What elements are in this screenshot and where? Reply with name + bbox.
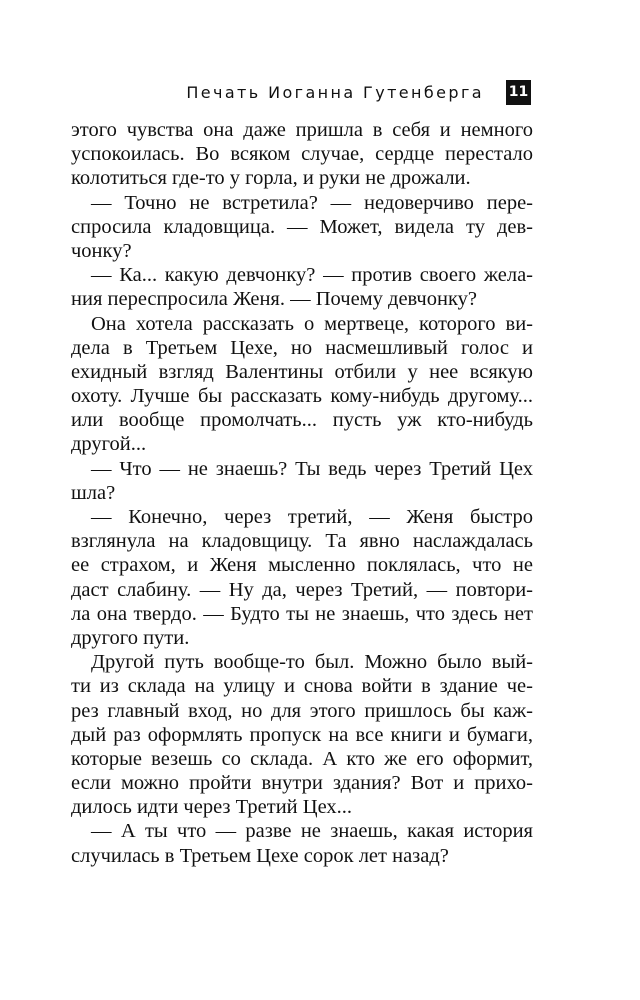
text-line: случилась в Третьем Цехе сорок лет назад? bbox=[71, 844, 449, 867]
text-line: ла она твердо. — Будто ты не знаешь, что здесь нет bbox=[71, 602, 533, 625]
running-header bbox=[0, 80, 640, 106]
text-line: которые везешь со склада. А кто же его оформит, bbox=[71, 747, 533, 770]
text-line: этого чувства она даже пришла в себя и немного bbox=[71, 119, 533, 141]
body-text bbox=[71, 118, 533, 868]
text-line: — Точно не встретила? — недоверчиво пере- bbox=[91, 191, 533, 214]
running-title: Печать Иоганна Гутенберга bbox=[186, 83, 484, 102]
text-line: дела в Третьем Цехе, но насмешливый голос и bbox=[71, 336, 533, 359]
text-line: даст слабину. — Ну да, через Третий, — повтори- bbox=[71, 578, 533, 601]
text-line: спросила кладовщица. — Может, видела ту дев- bbox=[71, 215, 533, 238]
text-line: дый раз оформлять пропуск на все книги и бумаги, bbox=[71, 723, 533, 746]
text-line: — Ка... какую девчонку? — против своего жела- bbox=[91, 264, 533, 287]
text-line: — Что — не знаешь? Ты ведь через Третий Цех bbox=[91, 457, 533, 480]
text-line: Она хотела рассказать о мертвеце, которого ви- bbox=[91, 312, 533, 335]
text-line: Другой путь вообще-то был. Можно было вый- bbox=[91, 651, 533, 674]
text-line: другой... bbox=[71, 433, 147, 456]
text-line: — А ты что — разве не знаешь, какая история bbox=[91, 820, 533, 843]
text-line: колотиться где-то у горла, и руки не дрожали. bbox=[71, 167, 471, 190]
text-line: рез главный вход, но для этого пришлось бы каж- bbox=[71, 699, 533, 722]
text-line: чонку? bbox=[71, 239, 132, 262]
page-number: 11 bbox=[506, 80, 531, 105]
text-line: другого пути. bbox=[71, 626, 190, 649]
text-line: охоту. Лучше бы рассказать кому-нибудь другому... bbox=[71, 385, 533, 408]
text-line: ния переспросила Женя. — Почему девчонку? bbox=[71, 288, 477, 311]
text-line: шла? bbox=[71, 481, 116, 504]
text-line: взглянула на кладовщицу. Та явно наслаждалась bbox=[71, 530, 533, 553]
text-line: ти из склада на улицу и снова войти в здание че- bbox=[71, 675, 533, 698]
text-line: если можно пройти внутри здания? Вот и прихо- bbox=[71, 772, 533, 795]
text-line: или вообще промолчать... пусть уж кто-нибудь bbox=[71, 409, 533, 432]
text-line: успокоилась. Во всяком случае, сердце перестало bbox=[71, 143, 533, 166]
text-line: ее страхом, и Женя мысленно поклялась, что не bbox=[71, 554, 533, 577]
text-line: — Конечно, через третий, — Женя быстро bbox=[91, 506, 533, 528]
text-line: ехидный взгляд Валентины отбили у нее всякую bbox=[71, 360, 533, 383]
text-line: дилось идти через Третий Цех... bbox=[71, 796, 353, 819]
